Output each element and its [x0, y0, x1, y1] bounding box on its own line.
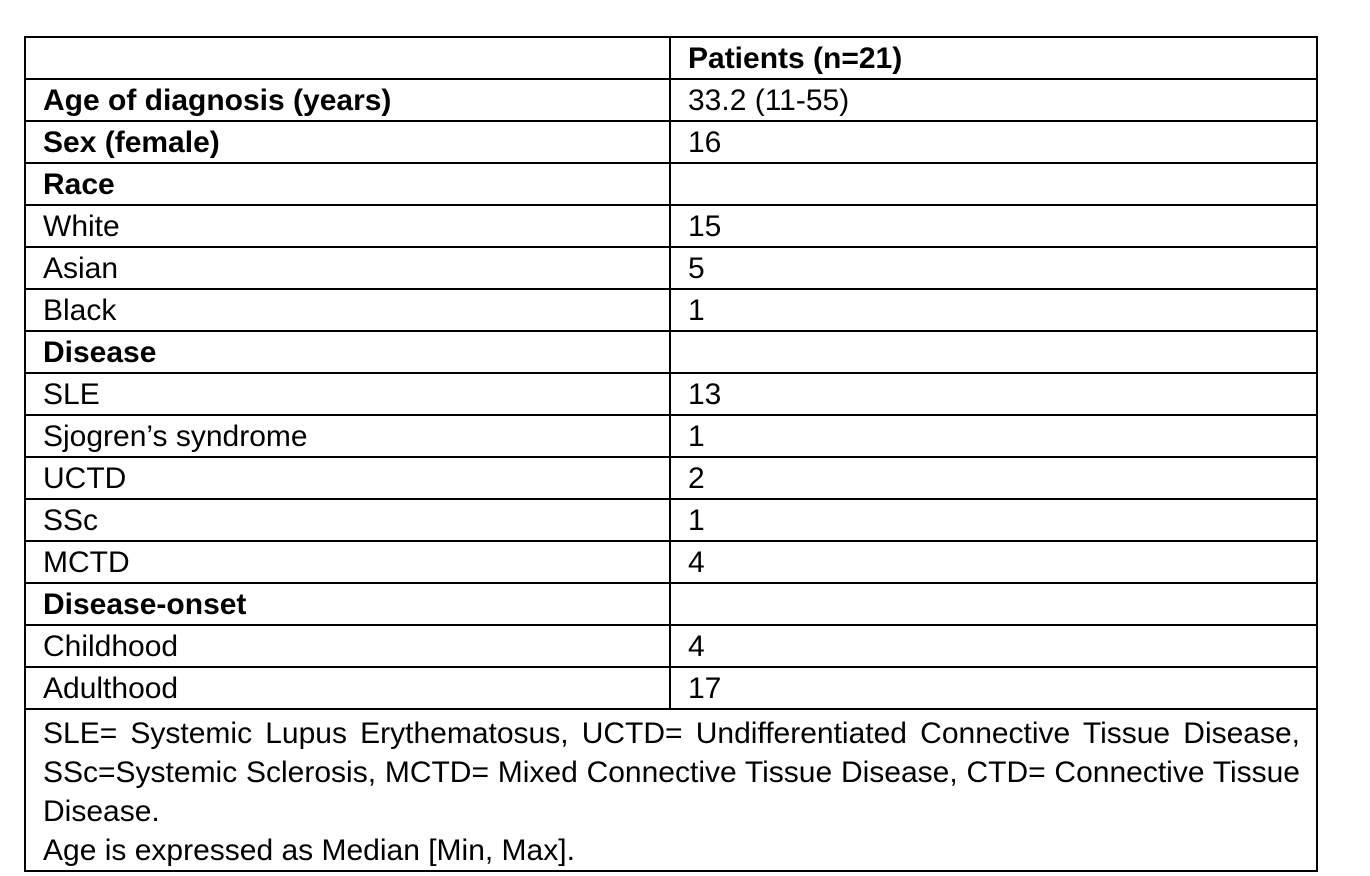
table-row: [25, 541, 1317, 583]
table-row: [25, 415, 1317, 457]
row-value-cell: 16: [670, 121, 1317, 163]
row-value-cell: [670, 163, 1317, 205]
row-label-cell: UCTD: [25, 457, 670, 499]
row-label-cell: Age of diagnosis (years): [25, 79, 670, 121]
row-label-cell: Sjogren’s syndrome: [25, 415, 670, 457]
row-value-cell: 4: [670, 541, 1317, 583]
table-section-row: [25, 583, 1317, 625]
row-label-cell: Childhood: [25, 625, 670, 667]
table-row: [25, 247, 1317, 289]
row-label-cell: Disease-onset: [25, 583, 670, 625]
row-label-cell: White: [25, 205, 670, 247]
table-section-row: [25, 163, 1317, 205]
table-row: [25, 499, 1317, 541]
patient-characteristics-table: [24, 36, 1318, 872]
table-row: [25, 457, 1317, 499]
row-label-cell: MCTD: [25, 541, 670, 583]
table-row: [25, 289, 1317, 331]
row-value-cell: 4: [670, 625, 1317, 667]
row-value-cell: 33.2 (11-55): [670, 79, 1317, 121]
row-value-cell: 15: [670, 205, 1317, 247]
row-label-cell: SSc: [25, 499, 670, 541]
row-label-cell: Disease: [25, 331, 670, 373]
age-footnote: Age is expressed as Median [Min, Max].: [43, 834, 575, 867]
row-value-cell: [670, 331, 1317, 373]
row-label-cell: Black: [25, 289, 670, 331]
table-section-row: [25, 121, 1317, 163]
row-value-cell: 1: [670, 499, 1317, 541]
row-value-cell: 1: [670, 289, 1317, 331]
row-value-cell: 1: [670, 415, 1317, 457]
header-patients-cell: Patients (n=21): [670, 37, 1317, 79]
row-label-cell: Sex (female): [25, 121, 670, 163]
row-label-cell: Asian: [25, 247, 670, 289]
row-label-cell: SLE: [25, 373, 670, 415]
table-row: [25, 373, 1317, 415]
table-header-row: [25, 37, 1317, 79]
table-row: [25, 625, 1317, 667]
row-value-cell: [670, 583, 1317, 625]
row-value-cell: 5: [670, 247, 1317, 289]
table-section-row: [25, 331, 1317, 373]
row-value-cell: 2: [670, 457, 1317, 499]
footnote-row: [25, 709, 1317, 871]
table-row: [25, 667, 1317, 709]
row-value-cell: 17: [670, 667, 1317, 709]
row-label-cell: Adulthood: [25, 667, 670, 709]
patient-characteristics-table-container: [24, 36, 1316, 872]
footnote-cell: [25, 709, 1317, 871]
row-value-cell: 13: [670, 373, 1317, 415]
header-row-label-cell: [25, 37, 670, 79]
table-section-row: [25, 79, 1317, 121]
row-label-cell: Race: [25, 163, 670, 205]
table-row: [25, 205, 1317, 247]
abbreviations-footnote: SLE= Systemic Lupus Erythematosus, UCTD= Undifferentiated Connective Tissue Disease, SSc=Systemic Sclerosis, MCTD= Mixed Connective Tissue Disease, CTD= Connective Tissue Disease.: [43, 717, 1300, 828]
